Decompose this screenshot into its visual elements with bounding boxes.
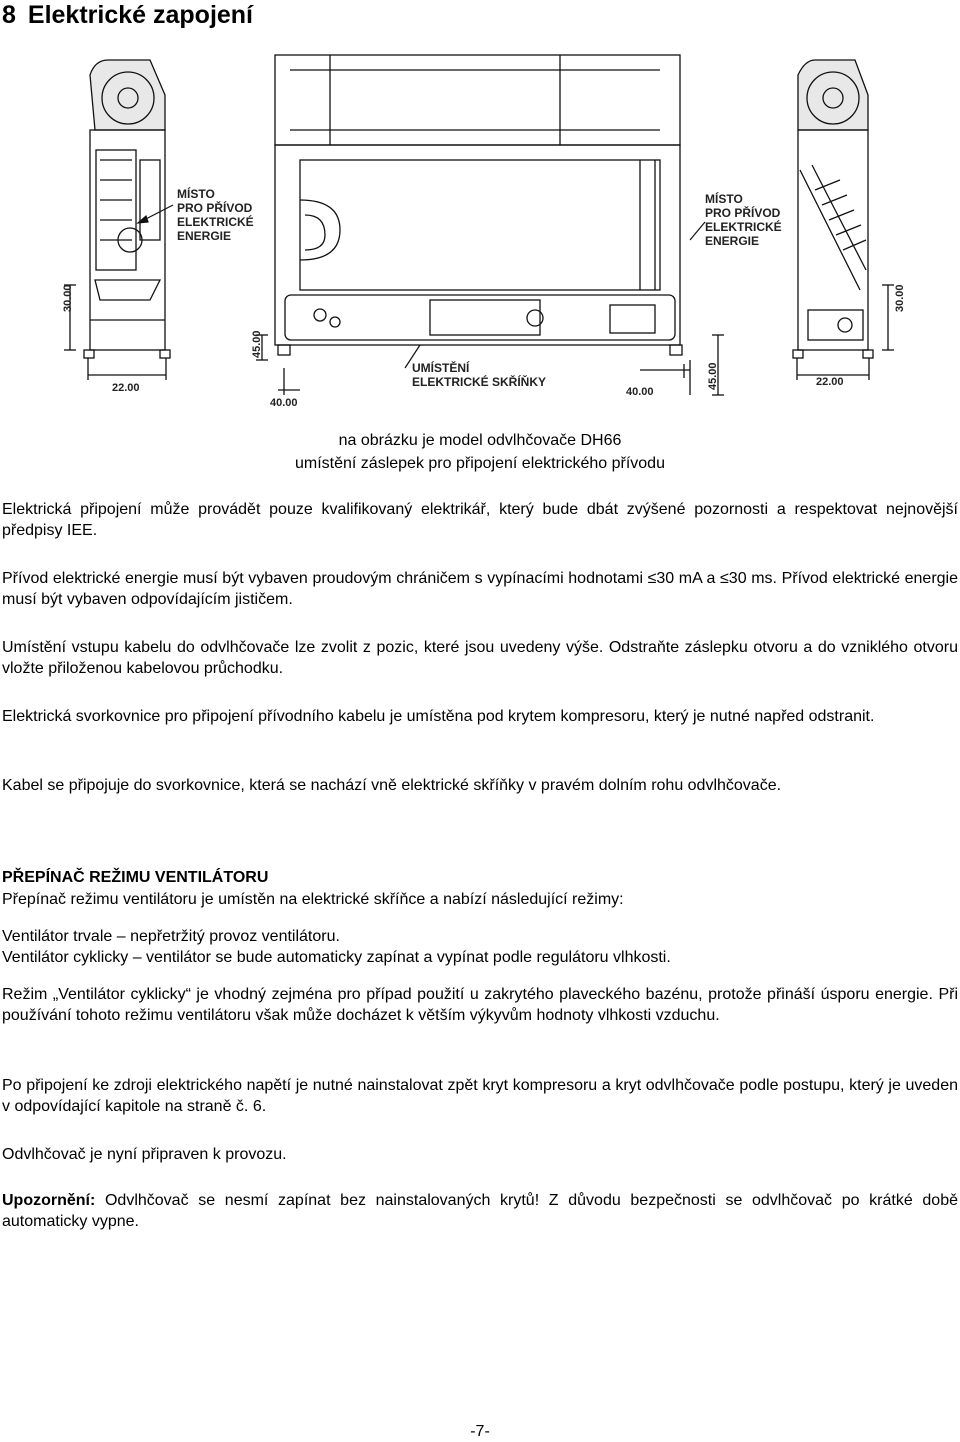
left-label-line-1: MÍSTO xyxy=(177,187,215,201)
paragraph-cable-entry: Umístění vstupu kabelu do odvlhčovače lze zvolit z pozic, které jsou uvedeny výše. Odstraňte záslepku otvoru a do vzniklého otvoru vložte přiloženou kabelovou průchodku. xyxy=(2,639,958,677)
paragraph-cyclic-mode-note: Režim „Ventilátor cyklicky“ je vhodný zejména pro případ použití u zakrytého plaveckého bazénu, protože přináší úsporu energie. Při používání tohoto režimu ventilátoru však může docházet k větším výkyvům hodnoty vlhkosti vzduchu. xyxy=(2,986,958,1024)
dim-left-width: 22.00 xyxy=(112,382,140,394)
box-label-line-2: ELEKTRICKÉ SKŘÍŇKY xyxy=(412,375,547,389)
dim-right-height-b: 30.00 xyxy=(894,284,906,312)
warning-paragraph xyxy=(2,1191,958,1232)
paragraph-fan-mode-intro: Přepínač režimu ventilátoru je umístěn na elektrické skříňce a nabízí následující režimy: xyxy=(2,891,624,908)
warning-text: Odvlhčovač se nesmí zapínat bez nainstalovaných krytů! Z důvodu bezpečnosti se odvlhčovač po krátké době automaticky vypne. xyxy=(2,1192,958,1230)
dim-left-height: 30.00 xyxy=(62,284,74,312)
figure-caption-line-2: umístění záslepek pro připojení elektrického přívodu xyxy=(295,455,665,472)
paragraph-qualified-electrician: Elektrická připojení může provádět pouze kvalifikovaný elektrikář, který bude dbát zvýšené pozornosti a respektovat nejnovější předpisy IEE. xyxy=(2,501,958,539)
right-label-line-2: PRO PŘÍVOD xyxy=(705,206,781,220)
fan-mode-continuous: Ventilátor trvale – nepřetržitý provoz ventilátoru. xyxy=(2,928,340,945)
front-view xyxy=(256,55,724,395)
right-label-line-1: MÍSTO xyxy=(705,192,743,206)
section-number: 8 xyxy=(2,1,16,29)
left-side-view xyxy=(64,60,170,380)
right-side-view xyxy=(793,60,894,380)
page-number: -7- xyxy=(470,1423,490,1440)
section-heading-fan-mode: PŘEPÍNAČ REŽIMU VENTILÁTORU xyxy=(2,869,269,886)
warning-label: Upozornění: xyxy=(2,1192,96,1209)
dim-right-width: 22.00 xyxy=(816,376,844,388)
paragraph-reinstall-covers: Po připojení ke zdroji elektrického napětí je nutné nainstalovat zpět kryt kompresoru a kryt odvlhčovače podle postupu, který je uveden v odpovídající kapitole na straně č. 6. xyxy=(2,1077,958,1115)
technical-drawing xyxy=(0,40,960,420)
paragraph-ready: Odvlhčovač je nyní připraven k provozu. xyxy=(2,1146,287,1163)
fan-mode-cyclic: Ventilátor cyklicky – ventilátor se bude automaticky zapínat a vypínat podle regulátoru vlhkosti. xyxy=(2,949,671,966)
section-title: Elektrické zapojení xyxy=(27,1,254,29)
dim-center-width: 40.00 xyxy=(270,397,298,409)
dim-center-height: 45.00 xyxy=(251,330,263,358)
page-title xyxy=(2,0,265,30)
paragraph-cable-connection: Kabel se připojuje do svorkovnice, která se nachází vně elektrické skříňky v pravém dolním rohu odvlhčovače. xyxy=(2,777,782,794)
dim-right-height-a: 45.00 xyxy=(707,362,719,390)
paragraph-residual-current: Přívod elektrické energie musí být vybaven proudovým chráničem s vypínacími hodnotami ≤30 mA a ≤30 ms. Přívod elektrické energie musí být vybaven odpovídajícím jističem. xyxy=(2,570,958,608)
right-label-line-3: ELEKTRICKÉ xyxy=(705,220,782,234)
right-label-line-4: ENERGIE xyxy=(705,234,760,248)
figure-caption-line-1: na obrázku je model odvlhčovače DH66 xyxy=(338,432,622,449)
dim-right-center-width: 40.00 xyxy=(626,386,654,398)
left-label-line-3: ELEKTRICKÉ xyxy=(177,215,254,229)
paragraph-terminal-block: Elektrická svorkovnice pro připojení přívodního kabelu je umístěna pod krytem kompresoru, který je nutné napřed odstranit. xyxy=(2,708,875,725)
left-label-line-4: ENERGIE xyxy=(177,229,232,243)
dehumidifier-diagram xyxy=(0,40,960,420)
box-label-line-1: UMÍSTĚNÍ xyxy=(412,361,470,375)
left-label-line-2: PRO PŘÍVOD xyxy=(177,201,253,215)
